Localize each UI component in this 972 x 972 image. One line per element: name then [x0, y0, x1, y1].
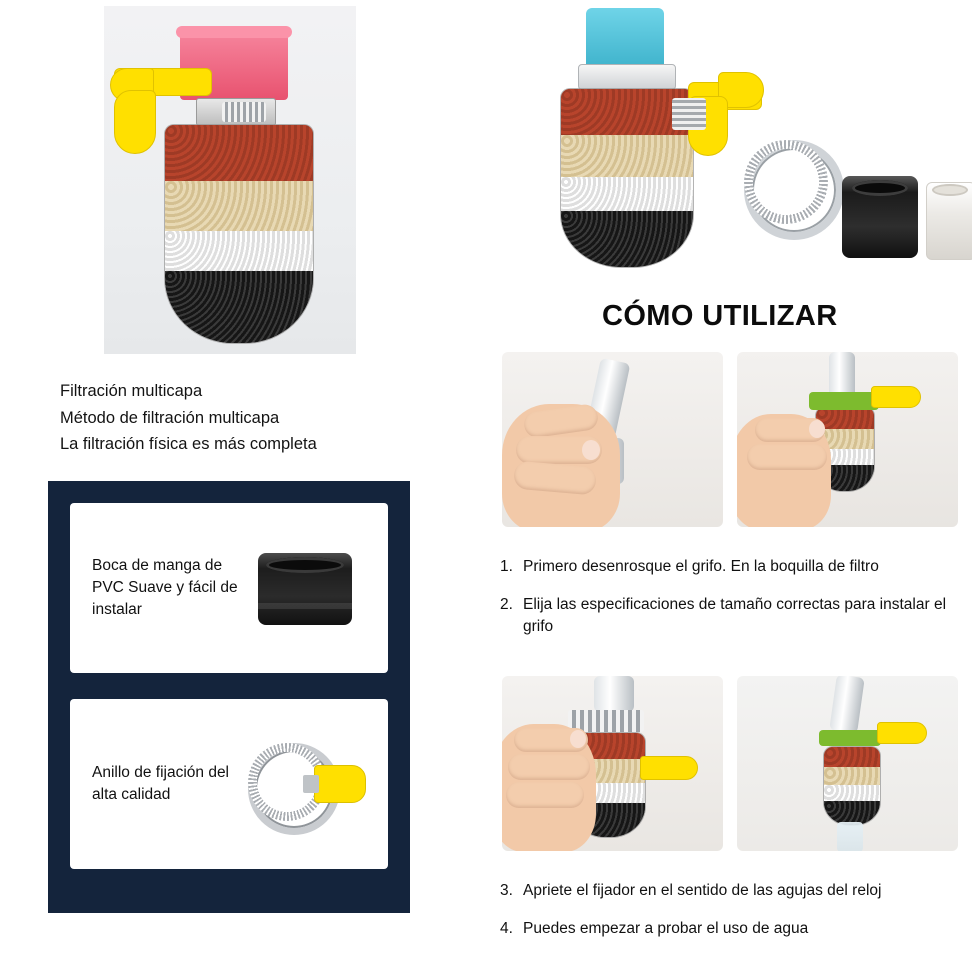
clamp-ring-art	[240, 729, 372, 839]
step-photo-unscrew-faucet	[502, 352, 723, 527]
feature-panel	[48, 481, 410, 913]
feature-card-clamp-ring	[70, 699, 388, 869]
filter-on-faucet	[823, 746, 881, 826]
kit-layer-carbon	[561, 211, 693, 267]
hero-product-image	[104, 6, 356, 354]
feature-card-pvc-sleeve	[70, 503, 388, 673]
layer-red-media	[824, 747, 880, 767]
yellow-wing-handle-icon	[871, 386, 921, 408]
layer-white-media	[165, 231, 313, 271]
feature-card-clamp-text: Anillo de fijación del alta calidad	[92, 764, 230, 803]
fingernail	[809, 420, 825, 438]
step-number: 3.	[500, 882, 513, 899]
filter-cartridge-body	[164, 124, 314, 344]
caption-line-2: Método de filtración multicapa	[60, 408, 280, 427]
water-stream	[837, 822, 863, 851]
right-column	[470, 0, 972, 972]
layer-tan-media	[824, 767, 880, 785]
fingernail	[570, 730, 586, 748]
step-text: Elija las especificaciones de tamaño correctas para instalar el grifo	[523, 596, 947, 635]
step-photo-attach-filter	[737, 352, 958, 527]
steps-photos-bottom	[502, 676, 958, 851]
yellow-wing-handle-icon	[640, 756, 698, 780]
steps-list-bottom	[500, 880, 962, 956]
step-photo-water-running	[737, 676, 958, 851]
step-text: Primero desenrosque el grifo. En la boquilla de filtro	[523, 558, 879, 575]
clamp-yellow-wing-icon	[314, 765, 366, 803]
step-text: Puedes empezar a probar el uso de agua	[523, 920, 809, 937]
step-item	[500, 880, 962, 902]
black-adapter-bore	[852, 180, 908, 196]
step-number: 2.	[500, 596, 513, 613]
step-item	[500, 556, 962, 578]
layer-carbon-media	[165, 271, 313, 343]
steps-list-top	[500, 556, 962, 654]
clamp-band	[222, 102, 266, 122]
caption-line-3: La filtración física es más completa	[60, 435, 317, 454]
kit-layer-tan	[561, 135, 693, 177]
kit-layer-white	[561, 177, 693, 211]
finger	[506, 782, 584, 808]
white-adapter-bore	[932, 184, 968, 196]
step-number: 1.	[500, 558, 513, 575]
feature-card-pvc-text: Boca de manga de PVC Suave y fácil de instalar	[92, 557, 238, 618]
loose-ring-teeth	[744, 140, 828, 224]
fingernail	[582, 440, 600, 460]
step-number: 4.	[500, 920, 513, 937]
finger	[508, 754, 590, 780]
yellow-wing-handle-icon	[877, 722, 927, 744]
step-item	[500, 918, 962, 940]
yellow-wing-bottom	[114, 90, 156, 154]
green-collar	[819, 730, 881, 746]
cap-rim	[176, 26, 292, 38]
layer-red-media	[165, 125, 313, 181]
black-sleeve-icon	[258, 553, 352, 625]
feature-caption-block	[60, 378, 460, 458]
step-item	[500, 594, 962, 638]
green-collar	[809, 392, 879, 410]
kit-clamp-band	[672, 98, 706, 130]
layer-tan-media	[165, 181, 313, 231]
kit-product-image	[512, 0, 972, 288]
step-photo-tighten-clamp	[502, 676, 723, 851]
layer-white-media	[824, 785, 880, 801]
left-column	[0, 0, 470, 972]
blue-cap-icon	[586, 8, 664, 68]
caption-line-1: Filtración multicapa	[60, 382, 203, 400]
finger	[747, 444, 827, 470]
steps-photos-top	[502, 352, 958, 527]
faucet-pipe	[829, 676, 865, 734]
kit-neck	[578, 64, 676, 90]
pvc-sleeve-art	[240, 533, 372, 643]
step-text: Apriete el fijador en el sentido de las agujas del reloj	[523, 882, 882, 899]
how-to-use-title: CÓMO UTILIZAR	[602, 300, 838, 332]
faucet-pipe	[594, 676, 634, 712]
